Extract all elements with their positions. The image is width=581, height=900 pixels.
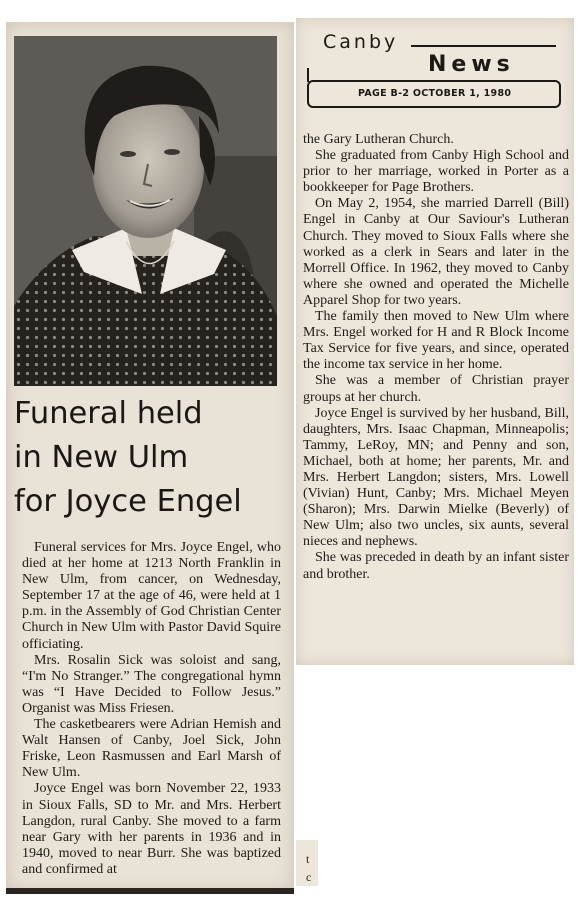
- article-column-right: [303, 132, 569, 583]
- paragraph: the Gary Lutheran Church.: [303, 132, 454, 147]
- paragraph: The family then moved to New Ulm where Mrs. Engel worked for H and R Block Income Tax Service for five years, and since, operated the income tax service in her home.: [303, 309, 569, 373]
- masthead-section-name: News: [428, 52, 515, 77]
- headline-line-2: in New Ulm: [14, 440, 189, 475]
- portrait-illustration: [14, 36, 277, 386]
- masthead-page-line: PAGE B-2 OCTOBER 1, 1980: [358, 88, 512, 99]
- clipping-fragment-text: t: [306, 852, 310, 866]
- article-column-left: [22, 540, 281, 878]
- paragraph: On May 2, 1954, she married Darrell (Bill) Engel in Canby at Our Saviour's Lutheran Church. They moved to Sioux Falls where she worked as a clerk in Sears and later in the Morrell Office. In 1962, they moved to Canby where she owned and operated the Michelle Apparel Shop for two years.: [303, 196, 569, 308]
- paragraph: Funeral services for Mrs. Joyce Engel, who died at her home at 1213 North Franklin in New Ulm, from cancer, on Wednesday, September 17 at the age of 46, were held at 1 p.m. in the Assembly of God Christian Center Church in New Ulm with Pastor David Squire officiating.: [22, 540, 281, 652]
- portrait-photo: [14, 36, 277, 386]
- paragraph: She graduated from Canby High School and prior to her marriage, worked in Porter as a bookkeeper for Page Brothers.: [303, 148, 569, 196]
- paragraph: Mrs. Rosalin Sick was soloist and sang, “I'm No Stranger.” The congregational hymn was “I Have Decided to Follow Jesus.” Organist was Miss Friesen.: [22, 652, 281, 716]
- paragraph: Joyce Engel is survived by her husband, Bill, daughters, Mrs. Isaac Chapman, Minneapolis; Tammy, LeRoy, MN; and Penny and son, Michael, both at home; her parents, Mr. and Mrs. Herbert Langdon; sisters, Mrs. Lowell (Vivian) Hunt, Canby; Mrs. Michael Meyen (Sharon); Mrs. Darwin Mielke (Beverly) of New Ulm; also two uncles, six aunts, several nieces and nephews.: [303, 405, 569, 550]
- paragraph: Joyce Engel was born November 22, 1933 in Sioux Falls, SD to Mr. and Mrs. Herbert Langdon, rural Canby. She moved to a farm near Gary with her parents in 1936 and in 1940, moved to near Burr. She was baptized and confirmed at: [22, 781, 281, 877]
- paragraph: She was preceded in death by an infant sister and brother.: [303, 550, 569, 582]
- masthead-rule: [411, 45, 556, 47]
- clipping-bottom-edge: [6, 888, 294, 894]
- paragraph: She was a member of Christian prayer groups at her church.: [303, 373, 569, 405]
- article-headline: [14, 392, 289, 524]
- masthead-rule-connector: [307, 68, 309, 82]
- headline-line-3: for Joyce Engel: [14, 484, 242, 519]
- masthead-paper-name: Canby: [323, 31, 399, 53]
- clipping-fragment-text: c: [306, 870, 312, 884]
- paragraph: The casketbearers were Adrian Hemish and Walt Hansen of Canby, Joel Sick, John Friske, Leon Rasmussen and Earl Marsh of New Ulm.: [22, 717, 281, 781]
- headline-line-1: Funeral held: [14, 396, 203, 431]
